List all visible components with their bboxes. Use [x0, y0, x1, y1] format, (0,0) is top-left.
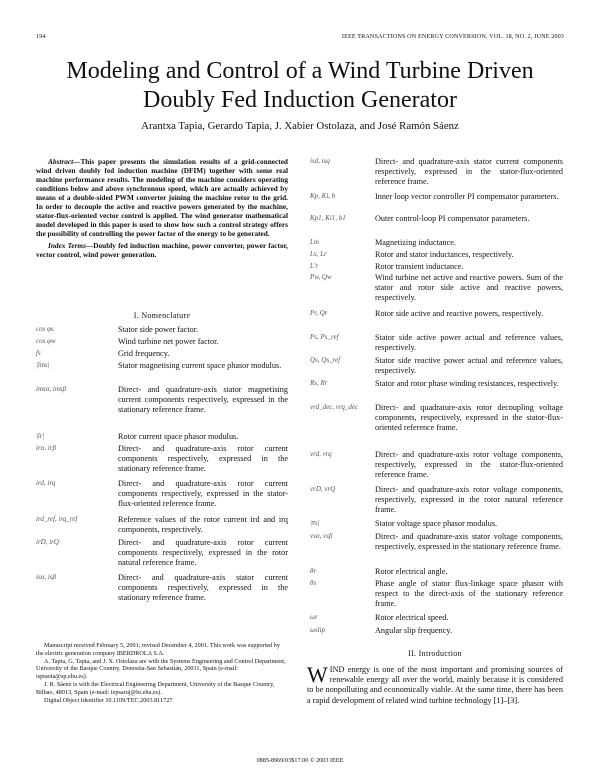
- dropcap: W: [307, 662, 328, 687]
- nomenclature-description: Direct- and quadrature-axis rotor current components respectively, expressed in the rotor natural reference frame.: [118, 538, 288, 568]
- nomenclature-description: Inner loop vector controller PI compensator parameters.: [375, 192, 559, 201]
- nomenclature-symbol: vrD, vrQ: [310, 485, 336, 493]
- title-line-2: Doubly Fed Induction Generator: [143, 87, 457, 113]
- journal-header: IEEE TRANSACTIONS ON ENERGY CONVERSION, VOL. 18, NO. 2, JUNE 2003: [341, 33, 564, 40]
- index-terms-label: Index Terms—: [48, 241, 94, 250]
- nomenclature-description: Direct- and quadrature-axis stator current components respectively, expressed in the stator-flux-oriented reference frame.: [375, 157, 563, 187]
- footnotes: [36, 642, 288, 704]
- title-line-1: Modeling and Control of a Wind Turbine Driven: [66, 58, 534, 84]
- nomenclature-description: Wind turbine net power factor.: [118, 337, 219, 346]
- nomenclature-description: Outer control-loop PI compensator parameters.: [375, 214, 530, 223]
- nomenclature-symbol: Pw, Qw: [310, 273, 332, 281]
- footnote-doi: Digital Object Identifier 10.1109/TEC.2003.811727: [44, 696, 173, 704]
- nomenclature-symbol: Ps, Ps_ref: [310, 333, 339, 341]
- nomenclature-description: Direct- and quadrature-axis rotor decoupling voltage components, respectively, expressed in the stator-flux-oriented reference frame.: [375, 403, 563, 433]
- nomenclature-description: Reference values of the rotor current ird and irq components, respectively.: [118, 515, 288, 535]
- nomenclature-description: Rotor transient inductance.: [375, 262, 464, 271]
- introduction-body: [307, 662, 563, 706]
- nomenclature-symbol: cos φw: [36, 337, 56, 345]
- abstract-label: Abstract—: [48, 157, 81, 166]
- introduction-heading: II. Introduction: [408, 649, 462, 658]
- abstract-text: This paper presents the simulation results of a grid-connected wind driven doubly fed induction machine (DFIM) together with some real machine performance results. The modeling of the machine considers operating conditions below and above synchronous speed, which are actually achieved by means of a double-sided PWM converter joining the machine rotor to the grid. In order to decouple the active and reactive powers generated by the machine, stator-flux-oriented vector control is applied. The wind generator mathematical model developed in this paper is used to show how such a control strategy offers the possibility of controlling the power factor of the energy to be generated.: [36, 157, 288, 238]
- nomenclature-symbol: irα, irβ: [36, 444, 56, 452]
- nomenclature-description: Rotor current space phasor modulus.: [118, 432, 239, 441]
- nomenclature-symbol: Pr, Qr: [310, 309, 328, 317]
- nomenclature-symbol: |īms|: [36, 361, 50, 369]
- index-terms-text: Doubly fed induction machine, power converter, power factor, vector control, wind power generation.: [36, 241, 288, 259]
- nomenclature-description: Stator voltage space phasor modulus.: [375, 519, 498, 528]
- nomenclature-description: Rotor electrical speed.: [375, 613, 449, 622]
- nomenclature-description: Stator magnetising current space phasor modulus.: [118, 361, 282, 370]
- nomenclature-symbol: isd, isq: [310, 157, 330, 165]
- nomenclature-description: Phase angle of stator flux-linkage space phasor with respect to the direct-axis of the stationary reference frame.: [375, 579, 563, 609]
- abstract: [36, 157, 288, 259]
- nomenclature-symbol: ird, irq: [36, 479, 56, 487]
- nomenclature-symbol: vsα, vsβ: [310, 532, 333, 540]
- nomenclature-symbol: vrd, vrq: [310, 450, 332, 458]
- nomenclature-symbol: ωslip: [310, 626, 326, 634]
- nomenclature-symbol: θs: [310, 579, 317, 587]
- nomenclature-description: Direct- and quadrature-axis rotor voltage components, respectively, expressed in the rotor natural reference frame.: [375, 485, 563, 515]
- nomenclature-symbol: |v̄s|: [310, 519, 320, 527]
- nomenclature-description: Stator side active power actual and reference values, respectively.: [375, 333, 563, 353]
- nomenclature-description: Direct- and quadrature-axis rotor current components respectively, expressed in the stationary reference frame.: [118, 444, 288, 474]
- nomenclature-symbol: ωr: [310, 613, 318, 621]
- nomenclature-description: Wind turbine net active and reactive powers. Sum of the stator and rotor side active and reactive powers, respectively.: [375, 273, 563, 303]
- nomenclature-symbol: imsα, imsβ: [36, 385, 67, 393]
- nomenclature-description: Stator side reactive power actual and reference values, respectively.: [375, 356, 563, 376]
- page-number: 194: [36, 33, 46, 40]
- nomenclature-description: Stator side power factor.: [118, 325, 199, 334]
- nomenclature-symbol: cos φs: [36, 325, 54, 333]
- nomenclature-symbol: L'r: [310, 262, 319, 270]
- nomenclature-description: Angular slip frequency.: [375, 626, 452, 635]
- nomenclature-description: Magnetizing inductance.: [375, 238, 456, 247]
- nomenclature-symbol: |īr|: [36, 432, 45, 440]
- nomenclature-description: Direct- and quadrature-axis rotor current components respectively, expressed in the stator-flux-oriented reference frame.: [118, 479, 288, 509]
- nomenclature-description: Grid frequency.: [118, 349, 170, 358]
- nomenclature-description: Stator and rotor phase winding resistances, respectively.: [375, 379, 559, 388]
- nomenclature-symbol: θr: [310, 567, 317, 575]
- nomenclature-symbol: Lm: [310, 238, 319, 246]
- nomenclature-symbol: fs: [36, 349, 41, 357]
- nomenclature-description: Direct- and quadrature-axis rotor voltage components, respectively, expressed in the stator-flux-oriented reference frame.: [375, 450, 563, 480]
- nomenclature-description: Rotor electrical angle.: [375, 567, 448, 576]
- author-list: Arantxa Tapia, Gerardo Tapia, J. Xabier Ostolaza, and José Ramón Sáenz: [141, 120, 459, 132]
- nomenclature-symbol: Rs, Rr: [310, 379, 328, 387]
- nomenclature-heading: I. Nomenclature: [133, 311, 191, 320]
- nomenclature-description: Rotor and stator inductances, respectively.: [375, 250, 514, 259]
- nomenclature-description: Rotor side active and reactive powers, respectively.: [375, 309, 544, 318]
- nomenclature-description: Direct- and quadrature-axis stator voltage components, respectively, expressed in the stationary reference frame.: [375, 532, 563, 552]
- nomenclature-symbol: ird_ref, irq_ref: [36, 515, 78, 523]
- footnote-authors-2: J. R. Sáenz is with the Electrical Engineering Department, University of the Basque Country, Bilbao, 48013, Spain (e-mail: iepsaruj@bi.ehu.es).: [36, 680, 275, 696]
- nomenclature-symbol: Kp, Ki, b: [310, 192, 336, 200]
- nomenclature-symbol: Kp1, Ki1, b1: [310, 214, 346, 222]
- nomenclature-description: Direct- and quadrature-axis stator magnetising current components respectively, expressed in the stationary reference frame.: [118, 385, 288, 415]
- nomenclature-symbol: Qs, Qs_ref: [310, 356, 341, 364]
- copyright-footer: 0885-8969/03$17.00 © 2003 IEEE: [256, 757, 344, 764]
- nomenclature-symbol: isα, isβ: [36, 573, 56, 581]
- paper-title: [0, 57, 600, 115]
- footnote-manuscript: Manuscript received February 5, 2001; revised December 4, 2001. This work was supported by the electric generation company IBERDROLA S.A.: [36, 642, 280, 657]
- nomenclature-symbol: vrd_dec, vrq_dec: [310, 403, 359, 411]
- introduction-text: IND energy is one of the most important and promising sources of renewable energy all over the world, mainly because it is considered to be nonpolluting and economically viable. At the same time, there has been a rapid development of related wind turbine technology [1]–[3].: [307, 665, 563, 705]
- footnote-authors-1: A. Tapia, G. Tapia, and J. X. Ostolaza are with the Systems Engineering and Control Department, University of the Basque Country, Donostia-San Sebastián, 20011, Spain (e-mail: isptaota@sp.ehu.es).: [36, 657, 286, 681]
- nomenclature-symbol: Ls, Lr: [310, 250, 327, 258]
- nomenclature-description: Direct- and quadrature-axis stator current components respectively, expressed in the stationary reference frame.: [118, 573, 288, 603]
- nomenclature-symbol: irD, irQ: [36, 538, 59, 546]
